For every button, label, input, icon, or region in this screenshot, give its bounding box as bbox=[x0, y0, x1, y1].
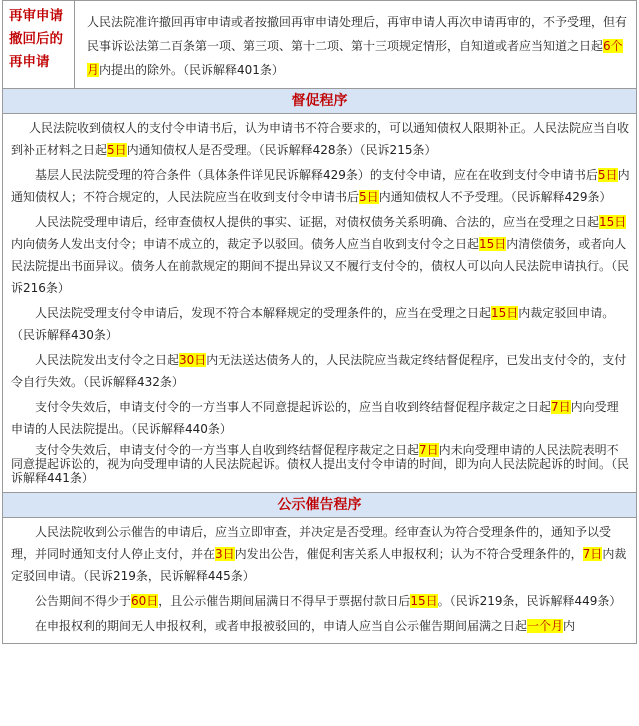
text-segment: 人民法院发出支付令之日起 bbox=[35, 353, 180, 367]
section-paragraph bbox=[11, 396, 630, 440]
deadline-highlight: 5日 bbox=[359, 190, 379, 204]
text-segment: 基层人民法院受理的符合条件（具体条件详见民诉解释429条）的支付令申请，应在在收到支付令申请书后 bbox=[35, 168, 598, 182]
section-title: 公示催告程序 bbox=[3, 493, 637, 518]
text-segment: 支付令失效后，申请支付令的一方当事人自收到终结督促程序裁定之日起 bbox=[35, 443, 420, 457]
text-segment: 内未向受理申请的人民法院表明不同意提起诉讼的，视为向受理申请的人民法院起诉。债权人提出支付令申请的时间，即为向人民法院起诉的时间。（民诉解释441条） bbox=[11, 443, 630, 485]
text-segment: 内通知债权人；不符合规定的，人民法院应当在收到支付令申请书后 bbox=[11, 168, 630, 204]
text-segment: 内提出的除外。（民诉解释401条） bbox=[99, 63, 284, 77]
text-segment: ，且公示催告期间届满日不得早于票据付款日后 bbox=[158, 594, 411, 608]
deadline-highlight: 15日 bbox=[410, 594, 438, 608]
text-segment: 内向受理申请的人民法院提出。（民诉解释440条） bbox=[11, 400, 619, 436]
deadline-highlight: 15日 bbox=[491, 306, 519, 320]
section-paragraph bbox=[11, 302, 630, 346]
row-label: 再审申请撤回后的再申请 bbox=[3, 1, 75, 89]
section-body-row bbox=[3, 518, 637, 644]
section-body bbox=[3, 518, 637, 644]
section-paragraph bbox=[11, 164, 630, 208]
deadline-highlight: 5日 bbox=[597, 168, 618, 182]
section-title: 督促程序 bbox=[3, 89, 637, 114]
text-segment: 人民法院准许撤回再审申请或者按撤回再审申请处理后，再审申请人再次申请再审的，不予受理，但有民事诉讼法第二百条第一项、第三项、第十二项、第十三项规定情形，自知道或者应当知道之日起 bbox=[87, 15, 628, 53]
text-segment: 人民法院收到公示催告的申请后，应当立即审查，并决定是否受理。经审查认为符合受理条件的，通知予以受理，并同时通知支付人停止支付，并在 bbox=[11, 525, 612, 561]
section-paragraph bbox=[11, 521, 630, 587]
section-paragraph bbox=[11, 443, 630, 485]
section-body-row bbox=[3, 114, 637, 493]
text-segment: 内清偿债务，或者向人民法院提出书面异议。债务人在前款规定的期间不提出异议又不履行支付令的，债权人可以向人民法院申请执行。（民诉216条） bbox=[11, 237, 630, 295]
section-header-row bbox=[3, 89, 637, 114]
deadline-highlight: 5日 bbox=[107, 143, 127, 157]
deadline-highlight: 15日 bbox=[479, 237, 507, 251]
text-segment: 内无法送达债务人的，人民法院应当裁定终结督促程序，已发出支付令的，支付令自行失效。（民诉解释432条） bbox=[11, 353, 627, 389]
text-segment: 内裁定驳回申请。（民诉219条，民诉解释445条） bbox=[11, 547, 627, 583]
text-segment: 内通知债权人不予受理。（民诉解释429条） bbox=[378, 190, 612, 204]
text-segment: 内向债务人发出支付令；申请不成立的，裁定予以驳回。债务人应当自收到支付令之日起 bbox=[11, 237, 480, 251]
deadline-highlight: 7日 bbox=[582, 547, 603, 561]
deadline-highlight: 60日 bbox=[131, 594, 159, 608]
text-segment: 内通知债权人是否受理。（民诉解释428条）（民诉215条） bbox=[126, 143, 437, 157]
section-paragraph bbox=[11, 349, 630, 393]
text-segment: 。（民诉219条，民诉解释449条） bbox=[437, 594, 622, 608]
deadline-highlight: 7日 bbox=[551, 400, 571, 414]
deadline-highlight: 6个月 bbox=[87, 39, 623, 77]
section-header-row bbox=[3, 493, 637, 518]
deadline-highlight: 30日 bbox=[179, 353, 207, 367]
procedure-table bbox=[2, 0, 637, 644]
deadline-highlight: 15日 bbox=[599, 215, 627, 229]
deadline-highlight: 一个月 bbox=[527, 619, 564, 633]
text-segment: 在申报权利的期间无人申报权利，或者申报被驳回的，申请人应当自公示催告期间届满之日起 bbox=[35, 619, 528, 633]
retrial-text bbox=[75, 1, 637, 89]
retrial-row bbox=[3, 1, 637, 89]
section-paragraph bbox=[11, 117, 630, 161]
text-segment: 支付令失效后，申请支付令的一方当事人不同意提起诉讼的，应当自收到终结督促程序裁定之日起 bbox=[35, 400, 552, 414]
section-paragraph bbox=[11, 615, 630, 637]
text-segment: 人民法院受理支付令申请后，发现不符合本解释规定的受理条件的，应当在受理之日起 bbox=[35, 306, 492, 320]
text-segment: 内 bbox=[563, 619, 576, 633]
text-segment: 公告期间不得少于 bbox=[35, 594, 132, 608]
deadline-highlight: 3日 bbox=[215, 547, 235, 561]
text-segment: 内裁定驳回申请。（民诉解释430条） bbox=[11, 306, 615, 342]
section-body bbox=[3, 114, 637, 493]
section-paragraph bbox=[11, 590, 630, 612]
deadline-highlight: 7日 bbox=[419, 443, 439, 457]
text-segment: 内发出公告，催促利害关系人申报权利；认为不符合受理条件的， bbox=[234, 547, 583, 561]
text-segment: 人民法院受理申请后，经审查债权人提供的事实、证据，对债权债务关系明确、合法的，应当在受理之日起 bbox=[35, 215, 600, 229]
text-segment: 人民法院收到债权人的支付令申请书后，认为申请书不符合要求的，可以通知债权人限期补正。人民法院应当自收到补正材料之日起 bbox=[11, 121, 630, 157]
section-paragraph bbox=[11, 211, 630, 299]
